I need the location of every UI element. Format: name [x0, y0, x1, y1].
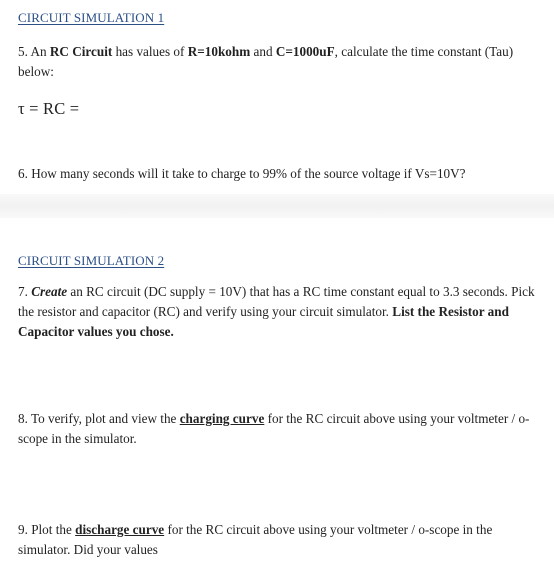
section-2-heading: CIRCUIT SIMULATION 2 [18, 253, 165, 268]
q8-text-1: for the RC circuit above using your voltmeter / o-scope in the simulator. [18, 411, 530, 446]
question-7 [18, 282, 542, 342]
question-6: 6. How many seconds will it take to charge to 99% of the source voltage if Vs=10V? [18, 166, 466, 181]
question-5 [18, 42, 542, 82]
q5-bold-resistance: R=10kohm [187, 44, 251, 59]
q5-bold-rc-circuit: RC Circuit [49, 44, 113, 59]
q8-lead: 8. To verify, plot and view the [18, 411, 180, 426]
q7-text-1: an RC circuit (DC supply = 10V) that has a RC time constant equal to 3.3 seconds. Pick the resistor and capacitor (RC) and verify using your circuit simulator. [18, 284, 535, 319]
question-9 [18, 520, 542, 560]
q7-bold-list-values: List the Resistor and Capacitor values you chose. [18, 304, 509, 339]
tau-formula: τ = RC = [18, 99, 80, 118]
q9-discharge-curve: discharge curve [75, 522, 165, 537]
q7-bold-italic-create: Create [31, 284, 68, 299]
q9-text-1: for the RC circuit above using your voltmeter / o-scope in the simulator. Did your values [18, 522, 493, 557]
q7-lead: 7. [18, 284, 32, 299]
section-divider [0, 194, 554, 218]
section-1-heading: CIRCUIT SIMULATION 1 [18, 10, 165, 25]
q5-bold-capacitance: C=1000uF [275, 44, 335, 59]
q9-lead: 9. Plot the [18, 522, 76, 537]
q5-lead: 5. An [18, 44, 50, 59]
q5-text-2: and [250, 44, 276, 59]
question-8 [18, 409, 542, 449]
q5-text-3: , calculate the time constant (Tau) below: [18, 44, 514, 79]
q5-text-1: has values of [112, 44, 188, 59]
q8-charging-curve: charging curve [179, 411, 265, 426]
